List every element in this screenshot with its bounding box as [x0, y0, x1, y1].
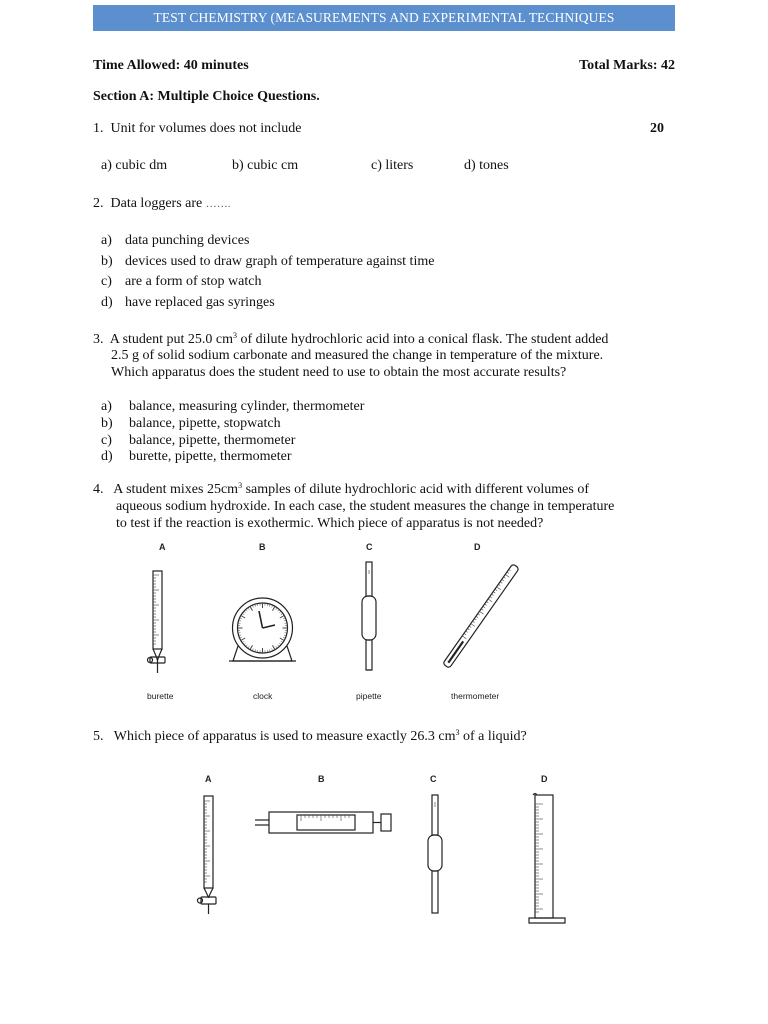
graduation-mark	[476, 616, 478, 617]
question-3-line3: Which apparatus does the student need to use to obtain the most accurate results?	[111, 365, 567, 380]
graduation-mark	[462, 636, 466, 639]
graduation-mark	[473, 621, 475, 622]
burette-graduations	[153, 575, 159, 644]
question-3-line2: 2.5 g of solid sodium carbonate and measured the change in temperature of the mixture.	[111, 348, 604, 363]
syringe-figure	[253, 808, 398, 838]
graduation-mark	[498, 584, 500, 585]
q3-option-b: b) balance, pipette, stopwatch	[101, 416, 281, 431]
burette-figure	[140, 565, 180, 680]
fig5-letter-d: D	[541, 774, 548, 784]
graduation-mark	[486, 601, 488, 602]
question-marks: 20	[650, 121, 664, 136]
fig4-letter-d: D	[474, 542, 481, 552]
thermometer-figure	[438, 568, 523, 673]
graduation-mark	[502, 579, 504, 580]
graduation-mark	[474, 619, 476, 620]
question-text: Unit for volumes does not include	[110, 121, 302, 136]
graduation-mark	[479, 611, 483, 614]
pipette-figure	[355, 560, 385, 680]
q1-option-d: d) tones	[464, 158, 509, 173]
page-title: TEST CHEMISTRY (MEASUREMENTS AND EXPERIMENTAL TECHNIQUES	[153, 10, 615, 25]
graduation-mark	[469, 626, 471, 627]
q3-option-a: a) balance, measuring cylinder, thermometer	[101, 399, 365, 414]
fig4-letter-b: B	[259, 542, 266, 552]
fig4-letter-a: A	[159, 542, 166, 552]
fig5-letter-a: A	[205, 774, 212, 784]
cylinder-graduations	[535, 804, 543, 912]
graduation-mark	[466, 631, 468, 632]
question-4-line3: to test if the reaction is exothermic. Which piece of apparatus is not needed?	[116, 516, 544, 531]
q1-option-c: c) liters	[371, 158, 414, 173]
graduation-mark	[500, 582, 502, 583]
fig4-letter-c: C	[366, 542, 373, 552]
caption-clock: clock	[253, 691, 273, 701]
graduation-mark	[504, 577, 506, 578]
q2-option-b: b) devices used to draw graph of temperature against time	[101, 254, 435, 269]
section-title: Section A: Multiple Choice Questions.	[93, 89, 320, 104]
q2-option-a: a) data punching devices	[101, 233, 250, 248]
q1-option-b: b) cubic cm	[232, 158, 299, 173]
fig5-letter-b: B	[318, 774, 325, 784]
graduation-mark	[493, 592, 495, 593]
graduation-mark	[507, 572, 509, 573]
caption-thermometer: thermometer	[451, 691, 500, 701]
graduation-mark	[471, 624, 475, 627]
question-number: 1.	[93, 121, 104, 136]
q2-option-c: c) are a form of stop watch	[101, 274, 262, 289]
graduation-mark	[505, 574, 509, 577]
measuring-cylinder-figure	[525, 790, 573, 925]
q5-burette-figure	[195, 793, 225, 918]
graduation-mark	[485, 604, 487, 605]
graduation-mark	[495, 589, 497, 590]
syringe-graduations	[301, 815, 349, 821]
graduation-mark	[481, 609, 483, 610]
thermometer-graduations	[462, 570, 513, 639]
question-2: 2. Data loggers are …….	[93, 196, 231, 211]
q3-option-c: c) balance, pipette, thermometer	[101, 433, 296, 448]
q1-option-a: a) cubic dm	[101, 158, 168, 173]
q2-option-d: d) have replaced gas syringes	[101, 295, 275, 310]
graduation-mark	[490, 597, 492, 598]
page-title-banner	[93, 5, 675, 31]
graduation-mark	[483, 606, 485, 607]
graduation-mark	[467, 628, 469, 629]
fig5-letter-c: C	[430, 774, 437, 784]
question-5: 5. Which piece of apparatus is used to measure exactly 26.3 $cm^3$ of a liquid?	[93, 728, 527, 744]
clock-figure	[225, 595, 300, 665]
q3-option-d: d) burette, pipette, thermometer	[101, 449, 292, 464]
total-marks: Total Marks: 42	[579, 58, 675, 73]
question-4-line1: 4. A student mixes $25cm^3$ samples of dilute hydrochloric acid with different volumes of	[93, 481, 589, 497]
graduation-mark	[491, 594, 493, 595]
question-3-line1: 3. A student put 25.0 $cm^3$ of dilute hydrochloric acid into a conical flask. The student added	[93, 331, 609, 347]
caption-burette: burette	[147, 691, 174, 701]
graduation-mark	[497, 587, 501, 590]
question-1	[93, 121, 301, 137]
graduation-mark	[478, 614, 480, 615]
question-4-line2: aqueous sodium hydroxide. In each case, the student measures the change in temperature	[116, 499, 615, 514]
time-allowed: Time Allowed: 40 minutes	[93, 58, 249, 73]
graduation-mark	[509, 570, 511, 571]
caption-pipette: pipette	[356, 691, 382, 701]
q5-burette-graduations	[204, 801, 210, 882]
answer-blank: …….	[205, 198, 231, 210]
graduation-mark	[464, 633, 466, 634]
q5-pipette-figure	[423, 793, 447, 918]
graduation-mark	[488, 599, 492, 602]
